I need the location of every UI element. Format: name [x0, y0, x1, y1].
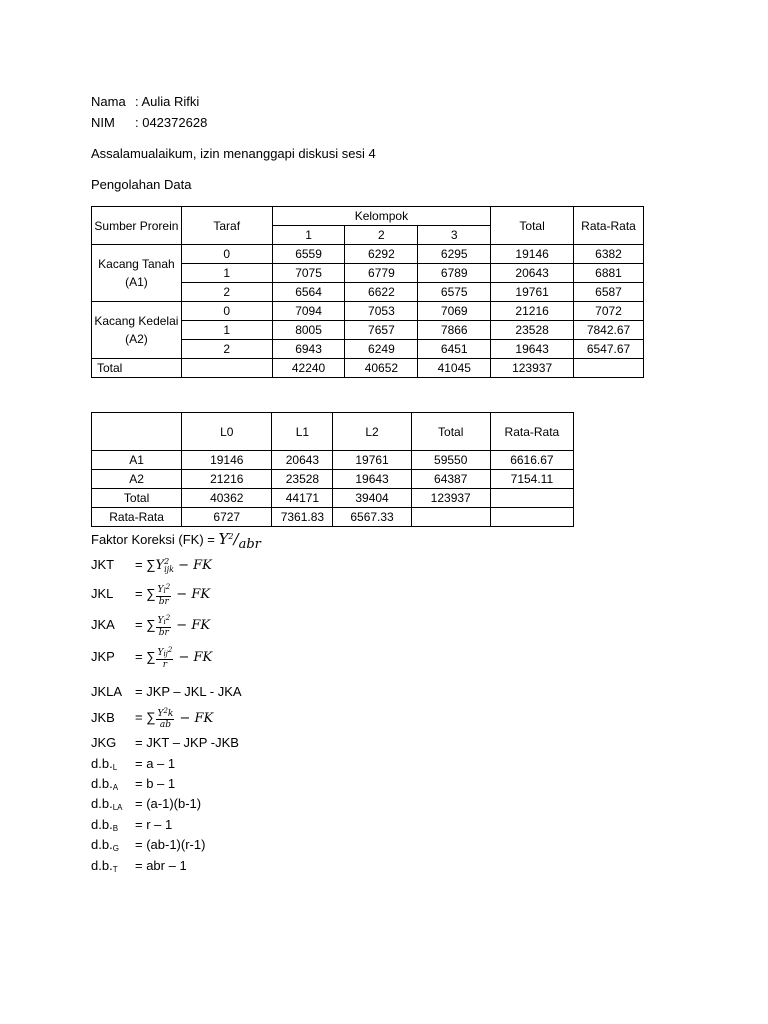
jkb-expression — [155, 707, 214, 730]
jkt-sup: 2 — [164, 556, 170, 566]
jkt-sub: ijk — [164, 564, 174, 574]
db-a — [91, 776, 175, 792]
cell-l1: 20643 — [272, 451, 333, 470]
db-prefix: d.b. — [91, 776, 113, 791]
db-prefix: d.b. — [91, 796, 113, 811]
jkp-num: Y — [157, 648, 164, 658]
db-value: = abr – 1 — [135, 858, 187, 873]
jkb-eq: = ∑ — [135, 709, 156, 725]
section-title: Pengolahan Data — [91, 177, 192, 192]
jkb-tail: − FK — [175, 710, 214, 726]
cell-k3: 7069 — [418, 302, 491, 321]
jka-num-sup: 2 — [165, 614, 171, 622]
greeting: Assalamualaikum, izin menanggapi diskusi sesi 4 — [91, 146, 376, 161]
cell-l2: 6567.33 — [333, 508, 411, 527]
cell-k3: 6575 — [418, 283, 491, 302]
cell-k2: 6779 — [345, 264, 418, 283]
cell-total: 21216 — [491, 302, 574, 321]
jkp-num-sub: ij — [163, 650, 168, 658]
fk-expression — [218, 530, 261, 552]
jkg-value: = JKT – JKP -JKB — [135, 735, 239, 750]
table-row — [92, 470, 574, 489]
cell-rata: 6547.67 — [574, 340, 644, 359]
jkp-expression — [155, 646, 213, 670]
db-value: = (a-1)(b-1) — [135, 796, 202, 811]
jkb-num-sup: 2 — [163, 707, 168, 715]
cell-taraf: 0 — [181, 245, 272, 264]
formula-jka — [91, 613, 210, 638]
cell-k1: 6564 — [272, 283, 345, 302]
db-la — [91, 796, 201, 812]
db-sub: LA — [112, 803, 123, 812]
jkp-num-sup: 2 — [167, 646, 173, 654]
jka-expression — [155, 614, 211, 638]
header-total: Total — [491, 207, 574, 245]
header-taraf: Taraf — [181, 207, 272, 245]
db-prefix: d.b. — [91, 756, 113, 771]
jkt-eq: = ∑ — [135, 557, 156, 572]
db-sub: L — [112, 763, 118, 772]
header-l2: L2 — [333, 413, 411, 451]
formula-fk — [91, 530, 261, 552]
db-value: = b – 1 — [135, 776, 176, 791]
cell-k2: 6292 — [345, 245, 418, 264]
table-row — [92, 302, 644, 321]
jkt-y: Y — [155, 558, 165, 573]
jkl-eq: = ∑ — [135, 586, 156, 601]
jka-num-sub: i — [163, 618, 166, 626]
header-l1: L1 — [272, 413, 333, 451]
cell-rata — [574, 359, 644, 378]
table-row — [92, 451, 574, 470]
db-prefix: d.b. — [91, 837, 113, 852]
cell-rata: 6881 — [574, 264, 644, 283]
formula-jkg — [91, 735, 239, 750]
db-b — [91, 817, 172, 833]
cell-taraf: 1 — [181, 264, 272, 283]
cell-total: 20643 — [491, 264, 574, 283]
cell-k2: 6249 — [345, 340, 418, 359]
header-rata: Rata-Rata — [574, 207, 644, 245]
cell-rata: 6587 — [574, 283, 644, 302]
cell-rata: 7072 — [574, 302, 644, 321]
cell-k2: 40652 — [345, 359, 418, 378]
header-blank — [92, 413, 182, 451]
header-total: Total — [411, 413, 490, 451]
header-k3: 3 — [418, 226, 491, 245]
jkla-value: = JKP – JKL - JKA — [135, 684, 242, 699]
cell-k2: 6622 — [345, 283, 418, 302]
cell-k1: 42240 — [272, 359, 345, 378]
cell-taraf: 1 — [181, 321, 272, 340]
cell-k3: 6451 — [418, 340, 491, 359]
jkl-tail: − FK — [172, 587, 211, 602]
db-value: = a – 1 — [135, 756, 176, 771]
nim-value: : 042372628 — [135, 115, 208, 130]
cell-total — [411, 508, 490, 527]
row-label: Total — [92, 489, 182, 508]
jkla-label: JKLA — [91, 684, 123, 699]
cell-k1: 8005 — [272, 321, 345, 340]
cell-total: 123937 — [411, 489, 490, 508]
cell-l2: 19761 — [333, 451, 411, 470]
cell-k3: 7866 — [418, 321, 491, 340]
db-sub: A — [112, 783, 119, 792]
nama-label: Nama — [91, 94, 126, 109]
nim-line — [91, 115, 207, 130]
nim-label: NIM — [91, 115, 115, 130]
cell-l1: 44171 — [272, 489, 333, 508]
jkp-den: r — [162, 660, 168, 670]
cell-k1: 6559 — [272, 245, 345, 264]
jka-den: br — [158, 628, 169, 638]
db-prefix: d.b. — [91, 858, 113, 873]
row-label: A2 — [92, 470, 182, 489]
cell-rata — [490, 508, 573, 527]
jkp-label: JKP — [91, 649, 115, 664]
cell-k1: 7075 — [272, 264, 345, 283]
jkl-expression — [155, 583, 211, 607]
table-total-row — [92, 359, 644, 378]
cell-l1: 7361.83 — [272, 508, 333, 527]
cell-taraf: 2 — [181, 340, 272, 359]
row-label: A1 — [92, 451, 182, 470]
jka-num: Y — [157, 616, 164, 626]
db-prefix: d.b. — [91, 817, 113, 832]
cell-rata: 7154.11 — [490, 470, 573, 489]
jkb-num: Y — [157, 709, 164, 719]
table-row — [92, 508, 574, 527]
cell-k2: 7657 — [345, 321, 418, 340]
nama-line — [91, 94, 199, 109]
cell-k1: 7094 — [272, 302, 345, 321]
summary-table — [91, 412, 574, 527]
jka-tail: − FK — [172, 618, 211, 633]
data-table-kelompok — [91, 206, 644, 378]
jkb-den: ab — [159, 720, 171, 730]
jkt-expression — [155, 558, 211, 573]
db-sub: T — [112, 865, 118, 874]
formula-jkp — [91, 645, 212, 670]
row-label: Rata-Rata — [92, 508, 182, 527]
jkb-num-k: k — [167, 709, 174, 719]
header-k2: 2 — [345, 226, 418, 245]
cell-k3: 41045 — [418, 359, 491, 378]
cell-l0: 21216 — [182, 470, 272, 489]
cell-total: 19643 — [491, 340, 574, 359]
cell-total: 59550 — [411, 451, 490, 470]
fk-denominator: abr — [238, 537, 261, 552]
db-sub: G — [112, 844, 119, 853]
cell-l1: 23528 — [272, 470, 333, 489]
nama-value: : Aulia Rifki — [135, 94, 200, 109]
cell-l0: 6727 — [182, 508, 272, 527]
db-g — [91, 837, 205, 853]
header-l0: L0 — [182, 413, 272, 451]
formula-jkt — [91, 557, 212, 574]
group-label: Kacang Kedelai (A2) — [92, 302, 182, 359]
jkg-label: JKG — [91, 735, 117, 750]
db-value: = (ab-1)(r-1) — [135, 837, 206, 852]
cell-k3: 6295 — [418, 245, 491, 264]
cell-l0: 19146 — [182, 451, 272, 470]
jkl-num: Y — [157, 585, 164, 595]
cell-l2: 19643 — [333, 470, 411, 489]
cell-total: 19761 — [491, 283, 574, 302]
header-rata: Rata-Rata — [490, 413, 573, 451]
table-row — [92, 489, 574, 508]
formula-jkl — [91, 582, 210, 607]
db-t — [91, 858, 187, 874]
jkl-label: JKL — [91, 586, 114, 601]
jkt-tail: − FK — [173, 558, 212, 573]
cell-rata: 7842.67 — [574, 321, 644, 340]
header-sumber: Sumber Prorein — [92, 207, 182, 245]
jkt-label: JKT — [91, 557, 115, 572]
cell-k3: 6789 — [418, 264, 491, 283]
cell-rata: 6382 — [574, 245, 644, 264]
jkl-num-sub: l — [163, 587, 166, 595]
header-k1: 1 — [272, 226, 345, 245]
total-label: Total — [92, 359, 182, 378]
jkl-num-sup: 2 — [165, 583, 171, 591]
cell-l2: 39404 — [333, 489, 411, 508]
cell-total: 19146 — [491, 245, 574, 264]
fk-superscript: 2 — [228, 532, 234, 541]
cell-rata: 6616.67 — [490, 451, 573, 470]
table-row — [92, 245, 644, 264]
cell-rata — [490, 489, 573, 508]
db-l — [91, 756, 175, 772]
cell-taraf — [181, 359, 272, 378]
cell-total: 64387 — [411, 470, 490, 489]
cell-k2: 7053 — [345, 302, 418, 321]
formula-jkla — [91, 684, 242, 699]
group-label: Kacang Tanah (A1) — [92, 245, 182, 302]
cell-total: 23528 — [491, 321, 574, 340]
header-kelompok: Kelompok — [272, 207, 491, 226]
jkl-den: br — [158, 597, 169, 607]
db-sub: B — [112, 824, 119, 833]
jka-label: JKA — [91, 617, 115, 632]
cell-taraf: 2 — [181, 283, 272, 302]
jka-eq: = ∑ — [135, 617, 156, 632]
jkp-tail: − FK — [174, 650, 213, 665]
jkp-eq: = ∑ — [135, 649, 156, 664]
db-value: = r – 1 — [135, 817, 173, 832]
cell-total: 123937 — [491, 359, 574, 378]
fk-slash: / — [233, 530, 239, 548]
fk-numerator: Y — [218, 530, 229, 548]
cell-l0: 40362 — [182, 489, 272, 508]
fk-label: Faktor Koreksi (FK) = — [91, 532, 215, 547]
cell-taraf: 0 — [181, 302, 272, 321]
cell-k1: 6943 — [272, 340, 345, 359]
jkb-label: JKB — [91, 709, 115, 725]
formula-jkb — [91, 706, 213, 730]
